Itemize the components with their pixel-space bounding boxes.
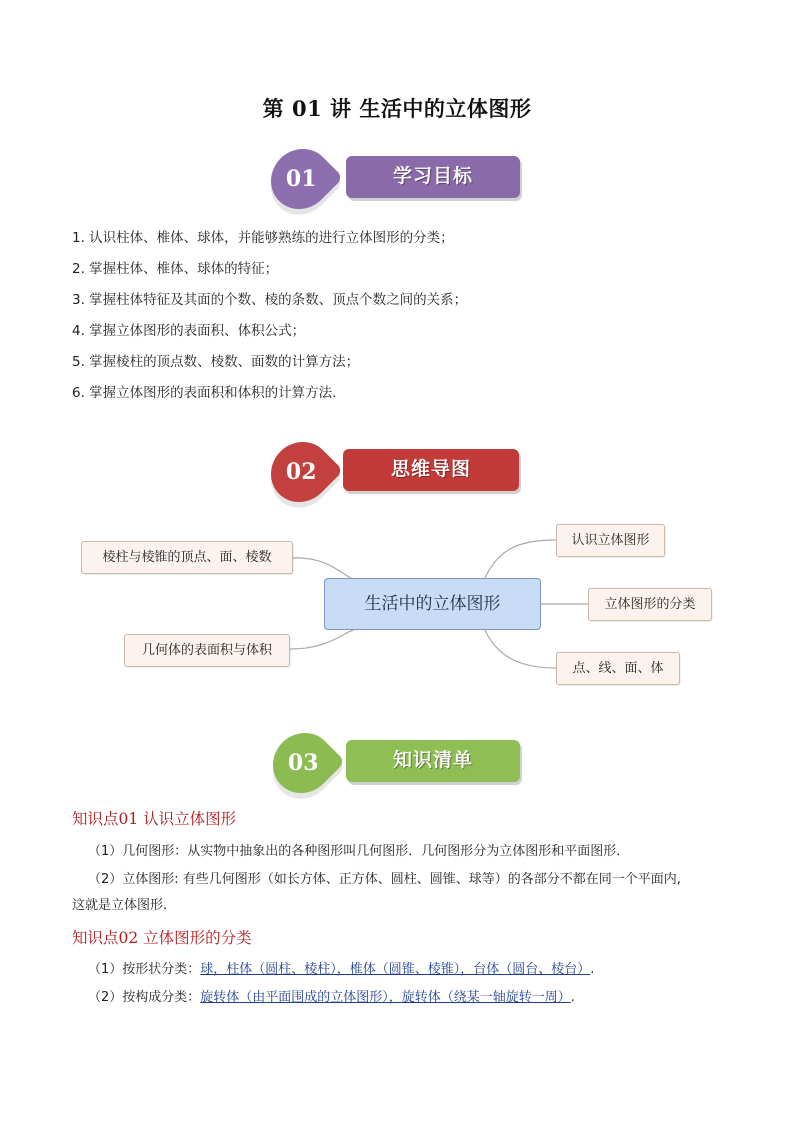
- goal-item: 1. 认识柱体、椎体、球体，并能够熟练的进行立体图形的分类；: [72, 230, 454, 246]
- section-banner-goals: 学习目标: [346, 156, 520, 198]
- section-banner-mindmap: 思维导图: [343, 449, 519, 491]
- underlined-answer: 旋转体（由平面围成的立体图形），旋转体（绕某一轴旋转一周）: [200, 990, 571, 1005]
- paragraph-prefix: （1）按形状分类：: [88, 962, 201, 977]
- mindmap-node-right-3: 点、线、面、体: [556, 652, 680, 685]
- section-badge-02: 02: [259, 430, 344, 515]
- connector-line: [484, 628, 556, 668]
- knowledge-point-title: 知识点01 认识立体图形: [72, 810, 237, 828]
- underlined-answer: 球，柱体（圆柱、棱柱），椎体（圆锥、棱锥），台体（圆台、棱台）: [200, 962, 591, 977]
- goal-item: 3. 掌握柱体特征及其面的个数、棱的条数、顶点个数之间的关系；: [72, 292, 468, 308]
- paragraph-suffix: .: [590, 962, 595, 977]
- knowledge-paragraph: （2）立体图形: 有些几何图形（如长方体、正方体、圆柱、圆锥、球等）的各部分不都在同一个平面内,: [88, 872, 681, 887]
- mindmap-node-left-1: 棱柱与棱锥的顶点、面、棱数: [81, 541, 293, 574]
- mindmap-node-left-2: 几何体的表面积与体积: [124, 634, 290, 667]
- goal-item: 6. 掌握立体图形的表面积和体积的计算方法.: [72, 385, 337, 401]
- section-badge-01: 01: [259, 137, 344, 222]
- page-title: 第 01 讲 生活中的立体图形: [262, 96, 532, 121]
- paragraph-suffix: .: [570, 990, 575, 1005]
- mindmap-node-right-1: 认识立体图形: [556, 524, 665, 557]
- mindmap-node-right-2: 立体图形的分类: [588, 588, 712, 621]
- paragraph-prefix: （2）按构成分类：: [88, 990, 201, 1005]
- knowledge-point-title: 知识点02 立体图形的分类: [72, 929, 252, 947]
- mindmap-center-node: 生活中的立体图形: [324, 578, 541, 630]
- goal-item: 2. 掌握柱体、椎体、球体的特征；: [72, 261, 279, 277]
- connector-line: [292, 558, 355, 580]
- knowledge-paragraph: [88, 958, 738, 982]
- connector-line: [288, 628, 360, 649]
- section-badge-03: 03: [261, 721, 346, 806]
- knowledge-paragraph: （1）几何图形：从实物中抽象出的各种图形叫几何图形．几何图形分为立体图形和平面图形．: [88, 844, 630, 859]
- knowledge-paragraph: [88, 986, 738, 1010]
- section-banner-knowledge: 知识清单: [346, 740, 520, 782]
- connector-line: [484, 540, 556, 580]
- goal-item: 4. 掌握立体图形的表面积、体积公式；: [72, 323, 306, 339]
- knowledge-paragraph: 这就是立体图形．: [72, 898, 177, 913]
- goal-item: 5. 掌握棱柱的顶点数、棱数、面数的计算方法；: [72, 354, 360, 370]
